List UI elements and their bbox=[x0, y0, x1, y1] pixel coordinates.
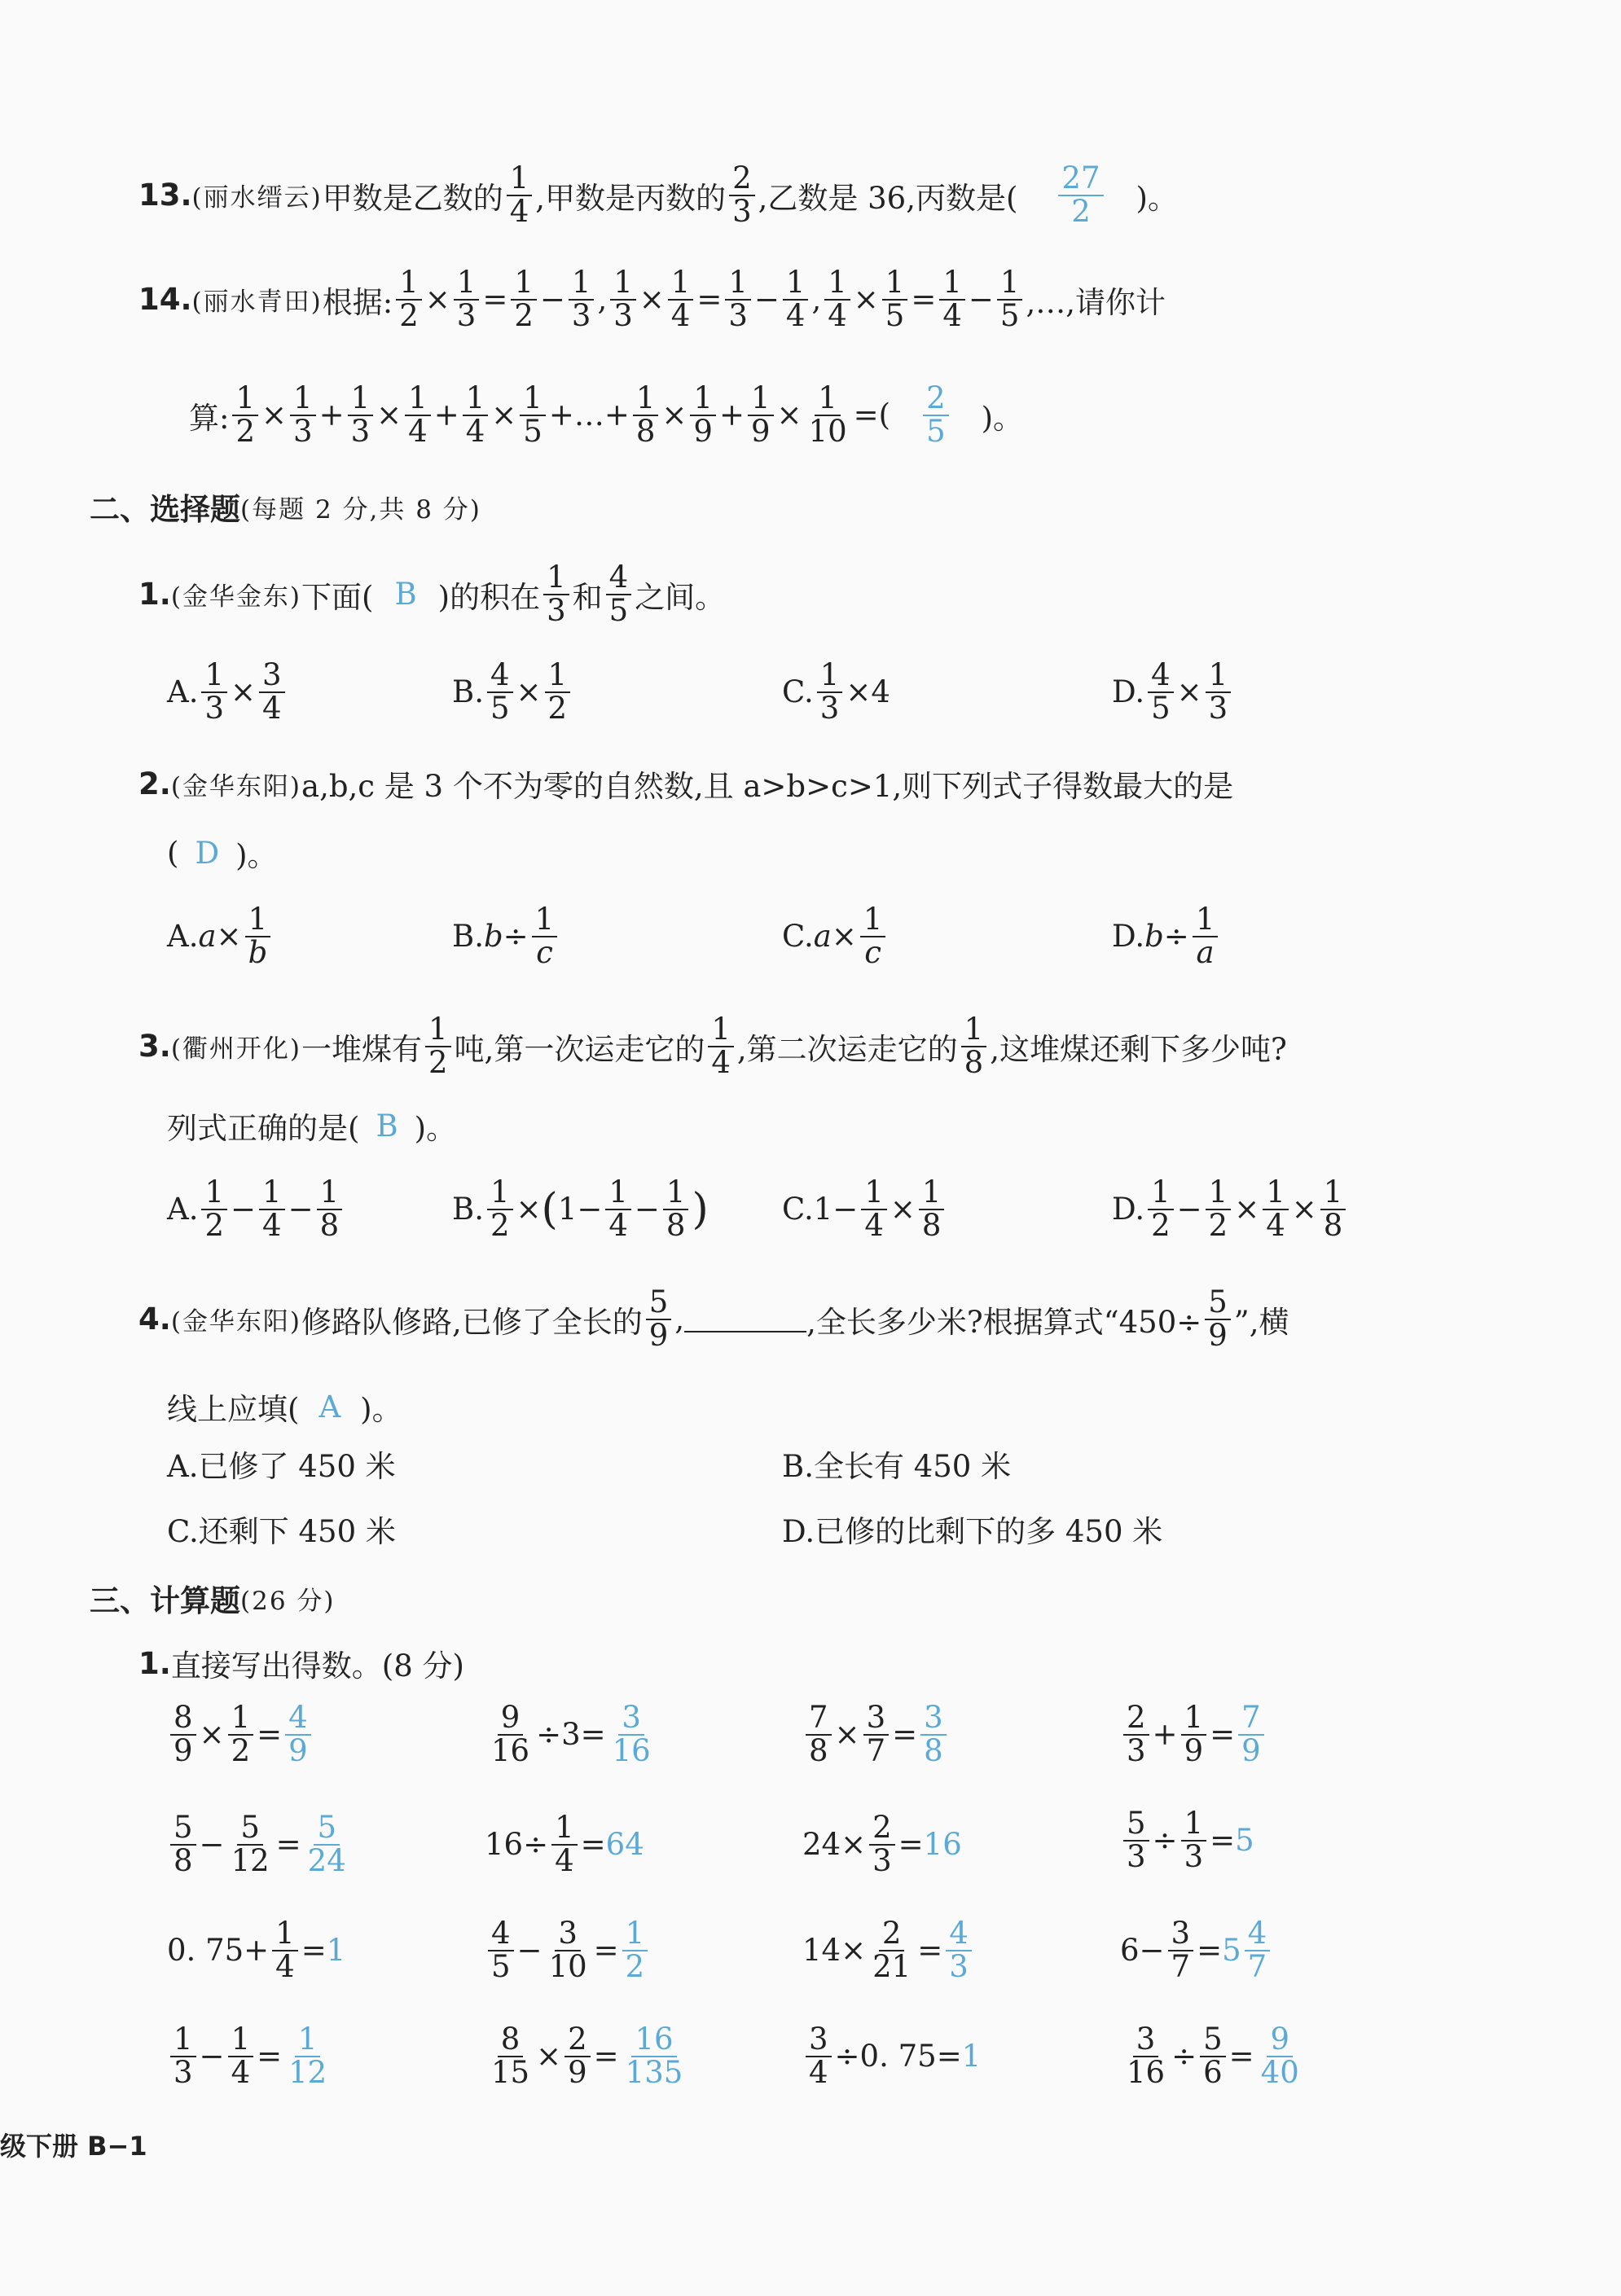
question-source: (丽水青田) bbox=[191, 288, 323, 318]
question-text: 直接写出得数。(8 分) bbox=[170, 1648, 464, 1684]
calc-title bbox=[138, 1641, 464, 1685]
answer-fraction: $\frac{2}{5}$ bbox=[923, 383, 949, 448]
answer-close: )。 bbox=[981, 400, 1024, 436]
calc-item: $\frac{5}{3}$ ÷ $\frac{1}{3}$ = 5 bbox=[1120, 1808, 1254, 1873]
choice-question-4: 4. (金华东阳) 修路队修路,已修了全长的 $\frac{5}{9}$ , ,全长多少米?根据算式“450÷ $\frac{5}{9}$ ”,横 bbox=[138, 1284, 1289, 1353]
choice-option-c: C. $\frac{1}{3}$ ×4 bbox=[782, 657, 890, 726]
question-source: (丽水缙云) bbox=[191, 183, 323, 213]
choice-option-a: A. $\frac{1}{3}$ × $\frac{3}{4}$ bbox=[167, 660, 288, 725]
section-note: (每题 2 分,共 8 分) bbox=[240, 494, 481, 525]
choice-option-b: B. $\frac{4}{5}$ × $\frac{1}{2}$ bbox=[452, 660, 573, 725]
question-number: 1. bbox=[138, 577, 171, 612]
choice-question-2-line-2: ( D )。 bbox=[167, 835, 278, 873]
section-2-heading bbox=[90, 485, 481, 529]
choice-option-c: C.1 − $\frac{1}{4}$ × $\frac{1}{8}$ bbox=[782, 1177, 947, 1242]
choice-option-d: D. $\frac{4}{5}$ × $\frac{1}{3}$ bbox=[1112, 660, 1234, 725]
choice-question-3-line-2: 列式正确的是( B )。 bbox=[167, 1108, 457, 1146]
calc-item: $\frac{5}{8}$ − $\frac{5}{12}$ = $\frac{5}{24}$ bbox=[167, 1812, 353, 1877]
fill-blank bbox=[684, 1306, 806, 1332]
choice-option-b: B. b ÷ $\frac{1}{c}$ bbox=[452, 904, 560, 969]
calc-item: $\frac{9}{16}$ ÷3= $\frac{3}{16}$ bbox=[491, 1700, 651, 1768]
question-number: 13. bbox=[138, 178, 192, 213]
answer: D bbox=[195, 835, 220, 871]
calc-item: $\frac{3}{16}$ ÷ $\frac{5}{6}$ = $\frac{9}{40}$ bbox=[1127, 2022, 1299, 2090]
answer: A bbox=[318, 1389, 341, 1425]
calc-item: $\frac{8}{15}$ × $\frac{2}{9}$ = $\frac{16}{135}$ bbox=[491, 2022, 683, 2090]
choice-option-d: D. $\frac{1}{2}$ − $\frac{1}{2}$ × $\frac{1}{4}$ × $\frac{1}{8}$ bbox=[1112, 1177, 1349, 1242]
answer: B bbox=[376, 1108, 398, 1144]
question-text: 根据: bbox=[322, 284, 393, 320]
question-text: 下面( bbox=[301, 579, 374, 615]
question-source: (金华金东) bbox=[170, 582, 302, 612]
question-text: 甲数是乙数的 bbox=[322, 180, 503, 216]
choice-option-d: D.已修的比剩下的多 450 米 bbox=[782, 1514, 1163, 1549]
calc-item: $\frac{7}{8}$ × $\frac{3}{7}$ = $\frac{3}{8}$ bbox=[802, 1702, 950, 1767]
question-number: 1. bbox=[138, 1645, 171, 1681]
question-text: ,甲数是丙数的 bbox=[535, 180, 727, 216]
choice-option-b: B.全长有 450 米 bbox=[782, 1449, 1012, 1484]
choice-question-2 bbox=[138, 762, 1233, 806]
calc-item: 0. 75+ $\frac{1}{4}$ = 1 bbox=[167, 1916, 346, 1984]
calc-item: $\frac{2}{3}$ + $\frac{1}{9}$ = $\frac{7}{9}$ bbox=[1120, 1702, 1267, 1767]
answer: B bbox=[394, 577, 417, 612]
choice-question-1: 1. (金华金东) 下面( B )的积在 $\frac{1}{3}$ 和 $\frac{4}{5}$ 之间。 bbox=[138, 560, 726, 628]
question-text: 之间。 bbox=[635, 579, 726, 615]
question-text: ,…,请你计 bbox=[1026, 284, 1166, 320]
choice-question-3: 3. (衢州开化) 一堆煤有 $\frac{1}{2}$ 吨,第一次运走它的 $\frac{1}{4}$ ,第二次运走它的 $\frac{1}{8}$ ,这堆煤还剩下多少吨? bbox=[138, 1012, 1287, 1080]
question-number: 3. bbox=[138, 1029, 171, 1065]
choice-option-a: A.已修了 450 米 bbox=[167, 1449, 396, 1484]
calc-item: $\frac{4}{5}$ − $\frac{3}{10}$ = $\frac{1}{2}$ bbox=[485, 1918, 651, 1983]
calc-item: 6− $\frac{3}{7}$ = 5 $\frac{4}{7}$ bbox=[1120, 1918, 1273, 1983]
question-text: 和 bbox=[572, 579, 603, 615]
question-14: 14. (丽水青田) 根据: $\frac{1}{2}$ × $\frac{1}{3}$ = $\frac{1}{2}$ − $\frac{1}{3}$ , $\frac{1}{3}$ × $\frac{1}{4}$ = $\frac{1}{3}$ − $\frac{1}{4}$ , $\frac{1}{4}$ × $\frac{1}{5}$ = $\frac{1}{4}$ − $\frac{1}{5}$ ,…,请你计 bbox=[138, 265, 1166, 333]
fraction: $\frac{1}{4}$ bbox=[507, 163, 533, 228]
question-source: (金华东阳) bbox=[170, 771, 302, 801]
question-text: a,b,c 是 3 个不为零的自然数,且 a>b>c>1,则下列式子得数最大的是 bbox=[301, 769, 1234, 804]
question-source: (衢州开化) bbox=[170, 1034, 302, 1065]
section-title: 三、计算题 bbox=[90, 1583, 240, 1618]
question-14-line-2: 算: $\frac{1}{2}$ × $\frac{1}{3}$ + $\frac{1}{3}$ × $\frac{1}{4}$ + $\frac{1}{4}$ × $\frac{1}{5}$ +…+ $\frac{1}{8}$ × $\frac{1}{9}$ + $\frac{1}{9}$ × $\frac{1}{10}$ =( $\frac{2}{5}$ )。 bbox=[189, 380, 1024, 449]
calc-item: 16÷ $\frac{1}{4}$ = 64 bbox=[485, 1810, 644, 1878]
answer-open: =( bbox=[853, 397, 891, 433]
question-text: 算: bbox=[189, 400, 230, 436]
choice-option-d: D. b ÷ $\frac{1}{a}$ bbox=[1112, 904, 1221, 969]
calc-item: $\frac{3}{4}$ ÷0. 75 = 1 bbox=[802, 2024, 981, 2089]
question-text: )。 bbox=[1136, 180, 1178, 216]
page-footer: 级下册 B−1 bbox=[0, 2131, 147, 2162]
question-13 bbox=[138, 160, 1178, 229]
choice-option-a: A. a × $\frac{1}{b}$ bbox=[167, 904, 274, 969]
calc-item: $\frac{1}{3}$ − $\frac{1}{4}$ = $\frac{1}{12}$ bbox=[167, 2024, 333, 2089]
calc-item: 24× $\frac{2}{3}$ = 16 bbox=[802, 1810, 962, 1878]
calc-item: 14× $\frac{2}{21}$ = $\frac{4}{3}$ bbox=[802, 1918, 975, 1983]
question-number: 14. bbox=[138, 282, 192, 318]
question-source: (金华东阳) bbox=[170, 1307, 302, 1337]
choice-option-b: B. $\frac{1}{2}$ × ( 1− $\frac{1}{4}$ − $\frac{1}{8}$ ) bbox=[452, 1174, 709, 1243]
fraction: $\frac{2}{3}$ bbox=[729, 163, 755, 228]
question-text: ,乙数是 36,丙数是( bbox=[758, 180, 1018, 216]
choice-option-c: C.还剩下 450 米 bbox=[167, 1514, 396, 1549]
question-number: 2. bbox=[138, 766, 171, 801]
question-text: )的积在 bbox=[437, 579, 541, 615]
section-3-heading bbox=[90, 1576, 336, 1620]
section-note: (26 分) bbox=[240, 1586, 336, 1616]
choice-option-c: C. a × $\frac{1}{c}$ bbox=[782, 904, 889, 969]
choice-option-a: A. $\frac{1}{2}$ − $\frac{1}{4}$ − $\frac{1}{8}$ bbox=[167, 1177, 345, 1242]
question-number: 4. bbox=[138, 1302, 171, 1337]
ellipsis: +…+ bbox=[548, 397, 630, 433]
calc-item: $\frac{8}{9}$ × $\frac{1}{2}$ = $\frac{4}{9}$ bbox=[167, 1702, 314, 1767]
section-title: 二、选择题 bbox=[90, 492, 240, 527]
choice-question-4-line-2: 线上应填( A )。 bbox=[167, 1389, 402, 1427]
answer-fraction: $\frac{27}{2}$ bbox=[1058, 163, 1103, 228]
